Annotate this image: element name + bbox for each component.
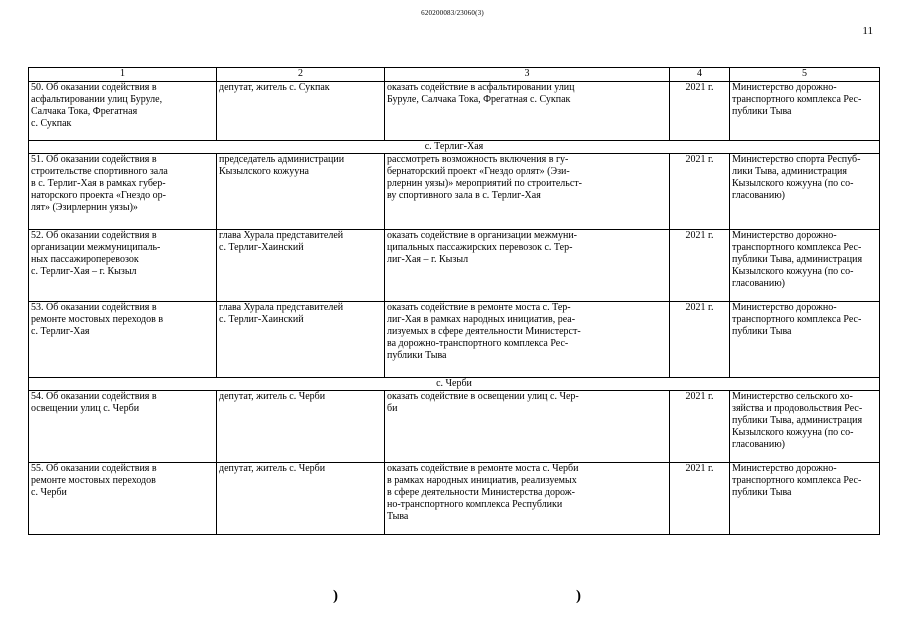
table-cell-col3	[385, 391, 670, 463]
section-title: с. Черби	[29, 378, 880, 391]
cell-line: 51. Об оказании содействия в	[31, 154, 157, 165]
cell-line: оказать содействие в ремонте моста с. Тер-	[387, 302, 571, 313]
cell-line: оказать содействие в асфальтировании улиц	[387, 82, 575, 93]
section-row	[29, 378, 880, 391]
cell-line: 52. Об оказании содействия в	[31, 230, 157, 241]
cell-line: наторского проекта «Гнездо ор-	[31, 190, 166, 201]
table-cell-col1	[29, 391, 217, 463]
table-cell-col3	[385, 154, 670, 230]
cell-line: с. Терлиг-Хая – г. Кызыл	[31, 266, 137, 277]
cell-line: Министерство дорожно-	[732, 463, 837, 474]
table-cell-col2	[217, 154, 385, 230]
table-cell-col1	[29, 302, 217, 378]
table-body	[29, 82, 880, 535]
cell-line: публики Тыва	[732, 106, 792, 117]
cell-line: лиг-Хая – г. Кызыл	[387, 254, 469, 265]
cell-line: публики Тыва	[732, 487, 792, 498]
cell-line: организации межмуниципаль-	[31, 242, 161, 253]
cell-line: транспортного комплекса Рес-	[732, 94, 862, 105]
cell-line: транспортного комплекса Рес-	[732, 242, 862, 253]
table-row	[29, 391, 880, 463]
page-number: 11	[862, 25, 873, 37]
cell-line: оказать содействие в освещении улиц с. Чер-	[387, 391, 579, 402]
table-cell-col4: 2021 г.	[670, 463, 730, 535]
header-row	[29, 68, 880, 82]
cell-line: зяйства и продовольствия Рес-	[732, 403, 863, 414]
cell-line: рлернин уязы)» мероприятий по строительст-	[387, 178, 582, 189]
cell-line: с. Терлиг-Хая	[31, 326, 90, 337]
table-cell-col4: 2021 г.	[670, 230, 730, 302]
table-cell-col5	[730, 82, 880, 141]
cell-line: оказать содействие в организации межмуни-	[387, 230, 577, 241]
footer-mark: )	[576, 588, 581, 604]
table-cell-col3	[385, 463, 670, 535]
cell-line: лизуемых в сфере деятельности Министерст-	[387, 326, 581, 337]
column-header: 2	[217, 68, 385, 82]
table-row	[29, 154, 880, 230]
table-cell-col3	[385, 230, 670, 302]
cell-line: лиг-Хая в рамках народных инициатив, реа-	[387, 314, 576, 325]
cell-line: с. Сукпак	[31, 118, 72, 129]
cell-line: Салчака Тока, Фрегатная	[31, 106, 138, 117]
measures-table	[28, 67, 880, 535]
cell-line: Буруле, Салчака Тока, Фрегатная с. Сукпак	[387, 94, 571, 105]
table-cell-col4: 2021 г.	[670, 154, 730, 230]
cell-line: ремонте мостовых переходов в	[31, 314, 164, 325]
cell-line: в с. Терлиг-Хая в рамках губер-	[31, 178, 166, 189]
cell-line: Министерство дорожно-	[732, 230, 837, 241]
cell-line: Кызылского кожууна (по со-	[732, 178, 854, 189]
cell-line: гласованию)	[732, 190, 785, 201]
table-cell-col3	[385, 82, 670, 141]
table-cell-col5	[730, 154, 880, 230]
table-cell-col2	[217, 463, 385, 535]
table-cell-col2	[217, 82, 385, 141]
cell-line: 53. Об оказании содействия в	[31, 302, 157, 313]
column-header: 4	[670, 68, 730, 82]
cell-line: ных пассажироперевозок	[31, 254, 139, 265]
table-cell-col5	[730, 302, 880, 378]
cell-line: 54. Об оказании содействия в	[31, 391, 157, 402]
cell-line: ремонте мостовых переходов	[31, 475, 156, 486]
cell-line: но-транспортного комплекса Республики	[387, 499, 563, 510]
cell-line: ва дорожно-транспортного комплекса Рес-	[387, 338, 569, 349]
cell-line: Министерство дорожно-	[732, 82, 837, 93]
cell-line: публики Тыва, администрация	[732, 254, 863, 265]
table-cell-col2	[217, 391, 385, 463]
cell-line: публики Тыва	[387, 350, 447, 361]
section-title: с. Терлиг-Хая	[29, 141, 880, 154]
table-row	[29, 302, 880, 378]
cell-line: с. Черби	[31, 487, 67, 498]
cell-line: Министерство дорожно-	[732, 302, 837, 313]
cell-line: Министерство сельского хо-	[732, 391, 853, 402]
cell-line: председатель администрации	[219, 154, 345, 165]
cell-line: оказать содействие в ремонте моста с. Черби	[387, 463, 579, 474]
cell-line: освещении улиц с. Черби	[31, 403, 140, 414]
cell-line: бернаторский проект «Гнездо орлят» (Эзи-	[387, 166, 570, 177]
table-cell-col3	[385, 302, 670, 378]
table-cell-col4: 2021 г.	[670, 82, 730, 141]
document-id: 620200083/23060(3)	[421, 9, 484, 17]
table-row	[29, 230, 880, 302]
cell-line: 50. Об оказании содействия в	[31, 82, 157, 93]
cell-line: Тыва	[387, 511, 409, 522]
cell-line: с. Терлиг-Хаинский	[219, 314, 304, 325]
table-cell-col5	[730, 391, 880, 463]
cell-line: гласованию)	[732, 278, 785, 289]
column-header: 3	[385, 68, 670, 82]
table-row	[29, 82, 880, 141]
column-header: 1	[29, 68, 217, 82]
table-cell-col5	[730, 463, 880, 535]
cell-line: транспортного комплекса Рес-	[732, 475, 862, 486]
table-cell-col2	[217, 230, 385, 302]
section-row	[29, 141, 880, 154]
cell-line: Кызылского кожууна (по со-	[732, 266, 854, 277]
table-row	[29, 463, 880, 535]
cell-line: рассмотреть возможность включения в гу-	[387, 154, 569, 165]
table-cell-col4: 2021 г.	[670, 302, 730, 378]
cell-line: гласованию)	[732, 439, 785, 450]
cell-line: лят» (Эзирлернин уязы)»	[31, 202, 138, 213]
cell-line: Кызылского кожууна (по со-	[732, 427, 854, 438]
cell-line: лики Тыва, администрация	[732, 166, 847, 177]
cell-line: ву спортивного зала в с. Терлиг-Хая	[387, 190, 541, 201]
table-cell-col5	[730, 230, 880, 302]
table-cell-col1	[29, 230, 217, 302]
table-cell-col2	[217, 302, 385, 378]
cell-line: строительстве спортивного зала	[31, 166, 168, 177]
cell-line: би	[387, 403, 398, 414]
cell-line: Министерство спорта Респуб-	[732, 154, 861, 165]
cell-line: депутат, житель с. Черби	[219, 391, 326, 402]
table-cell-col1	[29, 154, 217, 230]
cell-line: публики Тыва	[732, 326, 792, 337]
cell-line: ципальных пассажирских перевозок с. Тер-	[387, 242, 573, 253]
cell-line: депутат, житель с. Черби	[219, 463, 326, 474]
cell-line: с. Терлиг-Хаинский	[219, 242, 304, 253]
footer-mark: )	[333, 588, 338, 604]
cell-line: публики Тыва, администрация	[732, 415, 863, 426]
cell-line: 55. Об оказании содействия в	[31, 463, 157, 474]
cell-line: Кызылского кожууна	[219, 166, 309, 177]
table-cell-col4: 2021 г.	[670, 391, 730, 463]
cell-line: асфальтировании улиц Буруле,	[31, 94, 163, 105]
cell-line: глава Хурала представителей	[219, 302, 344, 313]
table-cell-col1	[29, 82, 217, 141]
cell-line: в сфере деятельности Министерства дорож-	[387, 487, 575, 498]
cell-line: глава Хурала представителей	[219, 230, 344, 241]
table-cell-col1	[29, 463, 217, 535]
cell-line: депутат, житель с. Сукпак	[219, 82, 330, 93]
cell-line: в рамках народных инициатив, реализуемых	[387, 475, 577, 486]
cell-line: транспортного комплекса Рес-	[732, 314, 862, 325]
column-header: 5	[730, 68, 880, 82]
